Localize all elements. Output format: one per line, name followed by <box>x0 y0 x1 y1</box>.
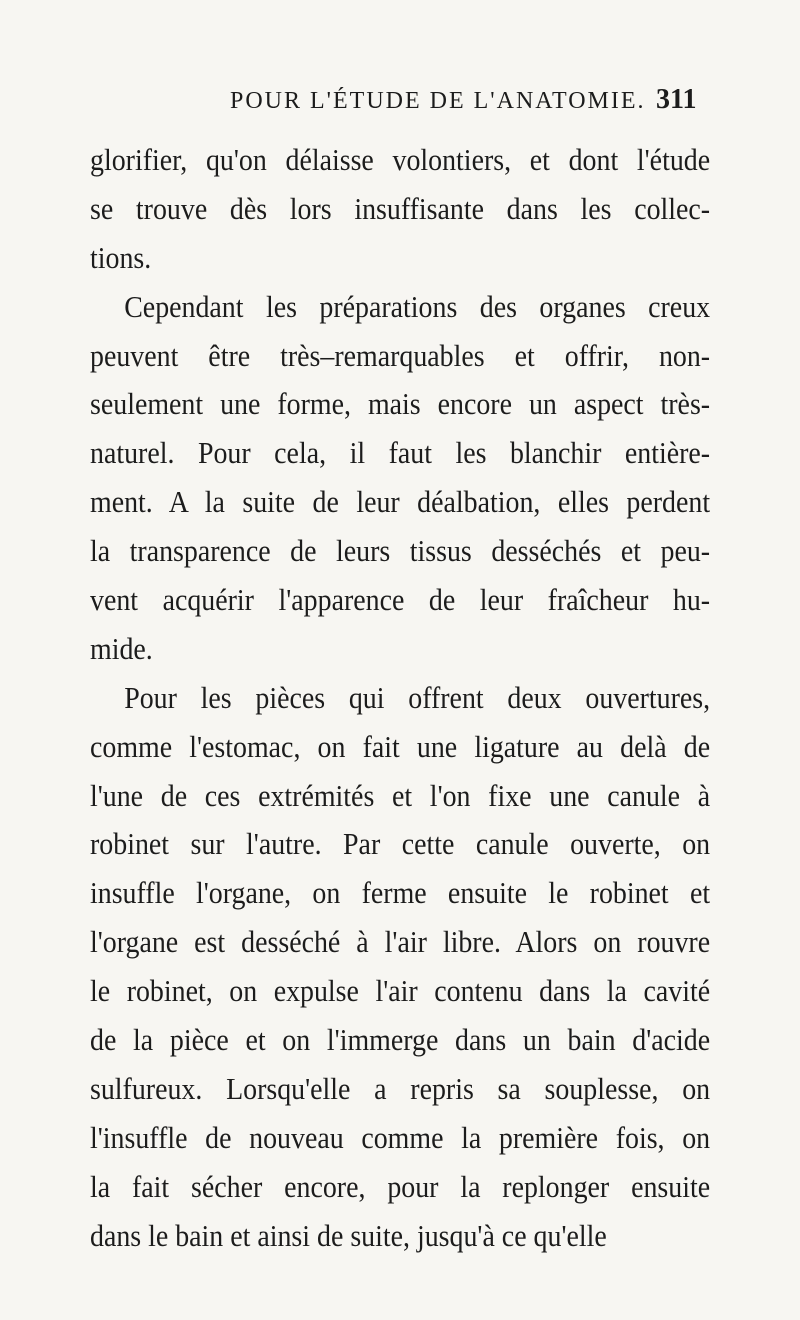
text-line: insuffle l'organe, on ferme ensuite le robinet et <box>90 875 711 911</box>
text-line: l'organe est desséché à l'air libre. Alors on rouvre <box>90 924 711 960</box>
running-head: POUR L'ÉTUDE DE L'ANATOMIE. <box>230 88 646 114</box>
text-line: le robinet, on expulse l'air contenu dans la cavité <box>90 973 711 1009</box>
text-line: naturel. Pour cela, il faut les blanchir entière- <box>90 435 711 471</box>
page-number: 311 <box>656 84 697 115</box>
text-line: peuvent être très–remarquables et offrir, non- <box>90 337 711 373</box>
text-line: de la pièce et on l'immerge dans un bain d'acide <box>90 1022 711 1058</box>
text-line: Pour les pièces qui offrent deux ouvertures, <box>124 679 711 715</box>
text-line: se trouve dès lors insuffisante dans les collec- <box>90 190 711 226</box>
text-line: Cependant les préparations des organes creux <box>124 288 711 324</box>
body-text <box>90 136 710 1260</box>
text-line: la transparence de leurs tissus desséchés et peu- <box>90 533 711 569</box>
text-line: tions. <box>90 239 152 275</box>
text-line: sulfureux. Lorsqu'elle a repris sa souplesse, on <box>90 1070 711 1106</box>
text-line: l'insuffle de nouveau comme la première fois, on <box>90 1119 711 1155</box>
text-line: mide. <box>90 630 153 666</box>
text-line: comme l'estomac, on fait une ligature au delà de <box>90 728 711 764</box>
text-line: glorifier, qu'on délaisse volontiers, et dont l'étude <box>90 142 711 177</box>
text-line: l'une de ces extrémités et l'on fixe une canule à <box>90 777 711 813</box>
text-line: ment. A la suite de leur déalbation, elles perdent <box>90 484 711 520</box>
text-line: robinet sur l'autre. Par cette canule ouverte, on <box>90 826 711 862</box>
text-line: seulement une forme, mais encore un aspect très- <box>90 386 711 422</box>
text-line: la fait sécher encore, pour la replonger ensuite <box>90 1168 711 1204</box>
text-line: dans le bain et ainsi de suite, jusqu'à ce qu'elle <box>90 1217 607 1253</box>
text-line: vent acquérir l'apparence de leur fraîcheur hu- <box>90 582 711 618</box>
